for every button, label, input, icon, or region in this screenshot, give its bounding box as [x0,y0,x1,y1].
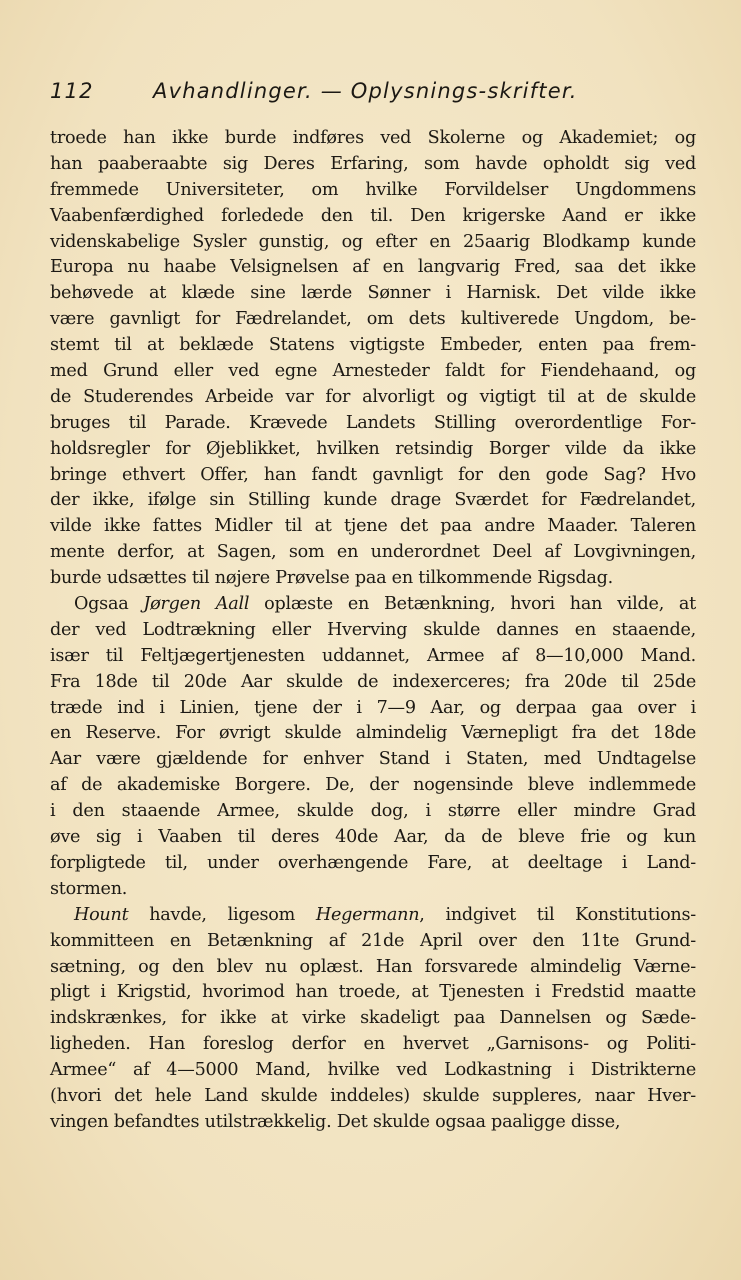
person-name: Hount [74,904,129,925]
text-line [50,592,696,618]
text-segment: med Grund eller ved egne Arnesteder faldt for Fiendehaand, og [50,361,696,382]
text-line [50,955,696,981]
text-line [50,721,696,747]
text-segment: være gavnligt for Fædrelandet, om dets kultiverede Ungdom, be- [50,309,696,330]
text-segment: , indgivet til Konstitutions- [419,904,696,925]
person-name: Hegermann [315,904,420,925]
text-line [50,411,696,437]
text-line [50,851,696,877]
text-line [50,877,696,903]
text-line [50,929,696,955]
text-segment: i den staaende Armee, skulde dog, i større eller mindre Grad [50,801,696,822]
text-segment: mente derfor, at Sagen, som en underordnet Deel af Lovgivningen, [50,542,696,563]
text-segment: indskrænkes, for ikke at virke skadeligt paa Dannelsen og Sæde- [50,1008,696,1029]
text-segment: Europa nu haabe Velsignelsen af en langvarig Fred, saa det ikke [50,257,696,278]
text-segment: Aar være gjældende for enhver Stand i Staten, med Undtagelse [50,749,696,770]
text-segment: øve sig i Vaaben til deres 40de Aar, da de bleve frie og kun [50,827,696,848]
text-segment: der ikke, ifølge sin Stilling kunde drage Sværdet for Fædrelandet, [50,490,696,511]
text-segment: han paaberaabte sig Deres Erfaring, som havde opholdt sig ved [50,153,696,174]
text-line [50,255,696,281]
text-line [50,696,696,722]
text-line [50,903,696,929]
text-segment: Fra 18de til 20de Aar skulde de indexerceres; fra 20de til 25de [50,671,696,692]
text-line [50,644,696,670]
text-line [50,1110,696,1136]
text-line [50,204,696,230]
text-segment: burde udsættes til nøjere Prøvelse paa en tilkommende Rigsdag. [50,568,613,589]
text-line [50,773,696,799]
running-head [50,74,700,108]
text-segment: behøvede at klæde sine lærde Sønner i Harnisk. Det vilde ikke [50,283,696,304]
text-segment: forpligtede til, under overhængende Fare, at deeltage i Land- [50,852,696,873]
text-line [50,152,696,178]
text-line [50,230,696,256]
text-line [50,670,696,696]
text-segment: der ved Lodtrækning eller Hverving skulde dannes en staaende, [50,619,696,640]
text-segment: en Reserve. For øvrigt skulde almindelig Værnepligt fra det 18de [50,723,696,744]
text-line [50,1006,696,1032]
text-segment: stormen. [50,878,128,899]
text-line [50,825,696,851]
text-segment: af de akademiske Borgere. De, der nogensinde bleve indlemmede [50,775,696,796]
text-line [50,980,696,1006]
text-segment: Armee“ af 4—5000 Mand, hvilke ved Lodkastning i Distrikterne [50,1060,696,1081]
page-number: 112 [50,79,94,103]
text-segment: bruges til Parade. Krævede Landets Stilling overordentlige For- [50,412,696,433]
text-segment: især til Feltjægertjenesten uddannet, Armee af 8—10,000 Mand. [50,645,696,666]
body-text [50,126,696,1136]
text-line [50,1032,696,1058]
text-segment: videnskabelige Sysler gunstig, og efter en 25aarig Blodkamp kunde [50,231,696,252]
text-segment: oplæste en Betænkning, hvori han vilde, at [249,594,696,615]
text-line [50,281,696,307]
text-segment: ligheden. Han foreslog derfor en hvervet „Garnisons- og Politi- [50,1034,696,1055]
person-name: Jørgen Aall [143,594,250,615]
text-line [50,437,696,463]
text-segment: stemt til at beklæde Statens vigtigste Embeder, enten paa frem- [50,335,696,356]
paragraph [50,126,696,592]
paragraph [50,592,696,903]
text-segment: bringe ethvert Offer, han fandt gavnligt for den gode Sag? Hvo [50,464,696,485]
text-segment: de Studerendes Arbeide var for alvorligt og vigtigt til at de skulde [50,386,696,407]
text-segment: Ogsaa [74,594,144,615]
text-segment: holdsregler for Øjeblikket, hvilken retsindig Borger vilde da ikke [50,438,696,459]
text-segment: troede han ikke burde indføres ved Skolerne og Akademiet; og [50,128,696,148]
text-line [50,333,696,359]
text-segment: fremmede Universiteter, om hvilke Forvildelser Ungdommens [50,179,696,200]
running-title: Avhandlinger. — Oplysnings-skrifter. [153,79,578,103]
text-segment: Vaabenfærdighed forledede den til. Den krigerske Aand er ikke [50,205,696,226]
text-line [50,514,696,540]
text-segment: sætning, og den blev nu oplæst. Han forsvarede almindelig Værne- [50,956,696,977]
text-segment: kommitteen en Betænkning af 21de April over den 11te Grund- [50,930,696,951]
text-line [50,1084,696,1110]
text-line [50,463,696,489]
text-line [50,1058,696,1084]
text-segment: træde ind i Linien, tjene der i 7—9 Aar, og derpaa gaa over i [50,697,696,718]
text-line [50,385,696,411]
text-segment: (hvori det hele Land skulde inddeles) skulde suppleres, naar Hver- [50,1085,696,1106]
paragraph [50,903,696,1136]
text-line [50,618,696,644]
text-line [50,307,696,333]
text-line [50,540,696,566]
text-line [50,178,696,204]
text-segment: vingen befandtes utilstrækkelig. Det skulde ogsaa paaligge disse, [50,1111,621,1132]
text-segment: havde, ligesom [128,904,316,925]
text-line [50,566,696,592]
text-line [50,747,696,773]
text-segment: vilde ikke fattes Midler til at tjene det paa andre Maader. Taleren [50,516,696,537]
text-line [50,126,696,152]
text-line [50,359,696,385]
text-line [50,488,696,514]
text-segment: pligt i Krigstid, hvorimod han troede, at Tjenesten i Fredstid maatte [50,982,696,1003]
text-line [50,799,696,825]
